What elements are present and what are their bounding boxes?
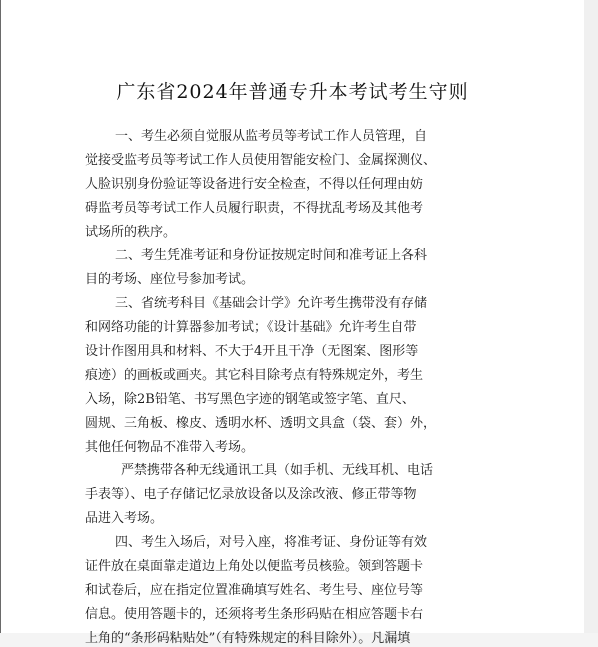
- text-line: 严禁携带各种无线通讯工具（如手机、无线耳机、电话: [121, 463, 434, 478]
- text-line: 上角的“条形码粘贴处”（有特殊规定的科目除外）。凡漏填: [85, 631, 411, 646]
- text-line: 入场，除2B铅笔、书写黑色字迹的钢笔或签字笔、直尺、: [85, 392, 415, 407]
- text-line: 痕迹）的画板或画夹。其它科目除考点有特殊规定外，考生: [85, 368, 424, 383]
- text-line: 证件放在桌面靠走道边上角处以便监考员核验。领到答题卡: [85, 559, 424, 574]
- text-line: 三、省统考科目《基础会计学》允许考生携带没有存储: [115, 296, 428, 311]
- text-line: 觉接受监考员等考试工作人员使用智能安检门、金属探测仪、: [85, 153, 437, 168]
- text-line: 试场所的秩序。: [85, 225, 177, 240]
- text-line: 一、考生必须自觉服从监考员等考试工作人员管理，自: [115, 129, 428, 144]
- scrollbar[interactable]: [584, 0, 598, 633]
- text-line: 四、考生入场后，对号入座，将准考证、身份证等有效: [115, 535, 428, 550]
- text-line: 手表等）、电子存储记忆录放设备以及涂改液、修正带等物: [85, 487, 417, 502]
- text-line: 其他任何物品不准带入考场。: [85, 440, 255, 455]
- text-line: 品进入考场。: [85, 511, 164, 526]
- text-line: 二、考生凭准考证和身份证按规定时间和准考证上各科: [115, 248, 428, 263]
- text-line: 圆规、三角板、橡皮、透明水杯、透明文具盒（袋、套）外，: [85, 416, 437, 431]
- text-line: 和试卷后，应在指定位置准确填写姓名、考生号、座位号等: [85, 583, 424, 598]
- text-line: 和网络功能的计算器参加考试；《设计基础》允许考生自带: [85, 320, 417, 335]
- text-line: 信息。使用答题卡的，还须将考生条形码贴在相应答题卡右: [85, 607, 424, 622]
- text-line: 设计作图用具和材料、不大于4开且干净（无图案、图形等: [85, 344, 419, 359]
- text-line: 人脸识别身份验证等设备进行安全检查，不得以任何理由妨: [85, 177, 424, 192]
- document-title: 广东省2024年普通专升本考试考生守则: [116, 81, 469, 103]
- text-line: 目的考场、座位号参加考试。: [85, 272, 255, 287]
- text-line: 碍监考员等考试工作人员履行职责，不得扰乱考场及其他考: [85, 201, 424, 216]
